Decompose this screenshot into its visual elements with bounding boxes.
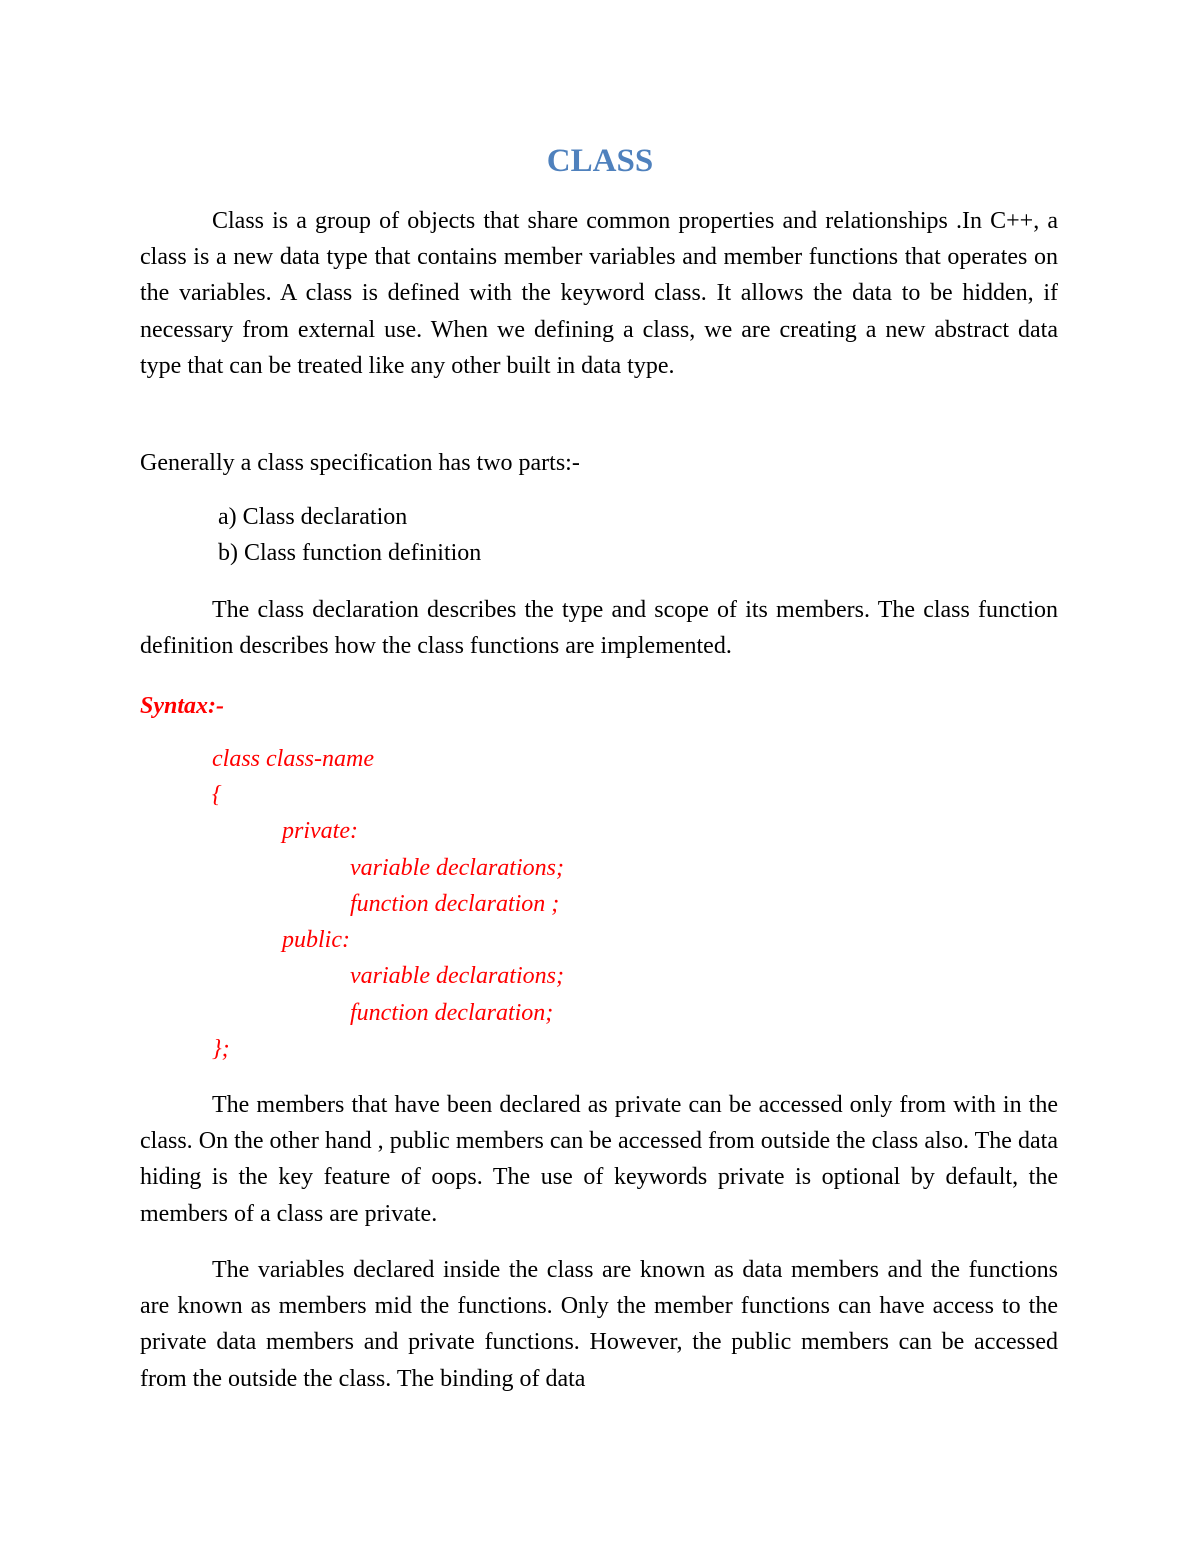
intro-paragraph: Class is a group of objects that share common properties and relationships .In C++, a class is a new data type that contains member variables and member functions that operates on the variables. A class is defined with the keyword class. It allows the data to be hidden, if necessary from external use. When we defining a class, we are creating a new abstract data type that can be treated like any other built in data type. bbox=[140, 208, 1058, 379]
code-line: public: bbox=[282, 927, 350, 953]
code-line: class class-name bbox=[212, 746, 374, 772]
parts-intro-text: Generally a class specification has two parts:- bbox=[140, 450, 580, 476]
syntax-heading: Syntax:- bbox=[140, 693, 224, 719]
code-line: }; bbox=[212, 1036, 230, 1062]
code-line: function declaration; bbox=[350, 1000, 554, 1026]
members-paragraph: The members that have been declared as private can be accessed only from with in the class. On the other hand , public members can be accessed from outside the class also. The data hiding is the key feature of oops. The use of keywords private is optional by default, the members of a class are private. bbox=[140, 1092, 1058, 1227]
list-item: a) Class declaration bbox=[218, 504, 408, 530]
list-item: b) Class function definition bbox=[218, 540, 482, 566]
code-line: variable declarations; bbox=[350, 963, 564, 989]
code-line: private: bbox=[282, 818, 358, 844]
page-title: CLASS bbox=[546, 143, 654, 179]
code-line: function declaration ; bbox=[350, 891, 560, 917]
code-line: { bbox=[212, 782, 222, 808]
code-line: variable declarations; bbox=[350, 855, 564, 881]
declaration-paragraph: The class declaration describes the type and scope of its members. The class function definition describes how the class functions are implemented. bbox=[140, 597, 1058, 660]
variables-paragraph: The variables declared inside the class are known as data members and the functions are known as members mid the functions. Only the member functions can have access to the private data members and private functions. However, the public members can be accessed from the outside the class. The binding of data bbox=[140, 1257, 1058, 1392]
